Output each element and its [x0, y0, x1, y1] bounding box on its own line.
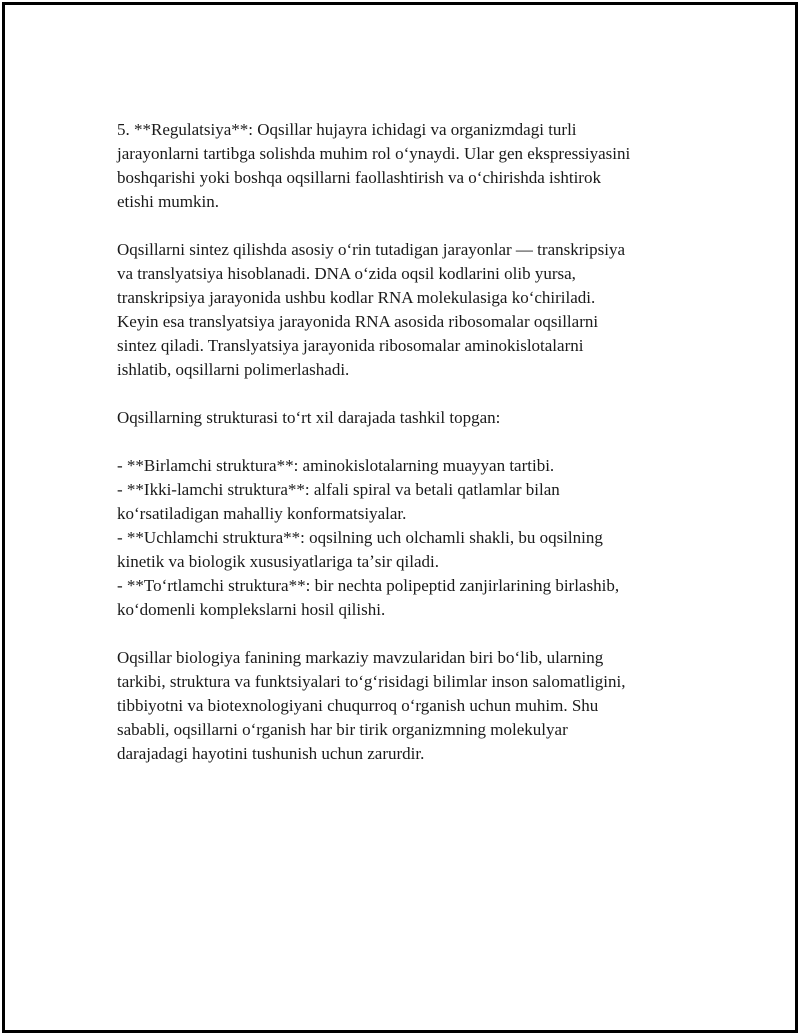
- paragraph-structure-list: - **Birlamchi struktura**: aminokislotalarning muayyan tartibi. - **Ikki-lamchi struktura**: alfali spiral va betali qatlamlar bilan koʻrsatiladigan mahalliy konformatsiyalar. - **Uchlamchi struktura**: oqsilning uch olchamli shakli, bu oqsilning kinetik va biologik xususiyatlariga taʼsir qiladi. - **Toʻrtlamchi struktura**: bir nechta polipeptid zanjirlarining birlashib, koʻdomenli komplekslarni hosil qilishi.: [117, 456, 620, 619]
- paragraph-spacer: [117, 430, 677, 454]
- document-body: [117, 118, 677, 766]
- paragraph-protein-synthesis: Oqsillarni sintez qilishda asosiy oʻrin tutadigan jarayonlar — transkripsiya va translyatsiya hisoblanadi. DNA oʻzida oqsil kodlarini olib yursa, transkripsiya jarayonida ushbu kodlar RNA molekulasiga koʻchiriladi. Keyin esa translyatsiya jarayonida RNA asosida ribosomalar oqsillarni sintez qiladi. Translyatsiya jarayonida ribosomalar aminokislotalarni ishlatib, oqsillarni polimerlashadi.: [117, 240, 625, 379]
- paragraph-conclusion: Oqsillar biologiya fanining markaziy mavzularidan biri boʻlib, ularning tarkibi, struktura va funktsiyalari toʻgʻrisidagi bilimlar inson salomatligini, tibbiyotni va biotexnologiyani chuqurroq oʻrganish uchun muhim. Shu sababli, oqsillarni oʻrganish har bir tirik organizmning molekulyar darajadagi hayotini tushunish uchun zarurdir.: [117, 648, 626, 763]
- paragraph-structure-intro: Oqsillarning strukturasi toʻrt xil darajada tashkil topgan:: [117, 408, 501, 427]
- paragraph-spacer: [117, 214, 677, 238]
- paragraph-spacer: [117, 382, 677, 406]
- paragraph-regulation: 5. **Regulatsiya**: Oqsillar hujayra ichidagi va organizmdagi turli jarayonlarni tartibga solishda muhim rol oʻynaydi. Ular gen ekspressiyasini boshqarishi yoki boshqa oqsillarni faollashtirish va oʻchirishda ishtirok etishi mumkin.: [117, 120, 631, 211]
- paragraph-spacer: [117, 622, 677, 646]
